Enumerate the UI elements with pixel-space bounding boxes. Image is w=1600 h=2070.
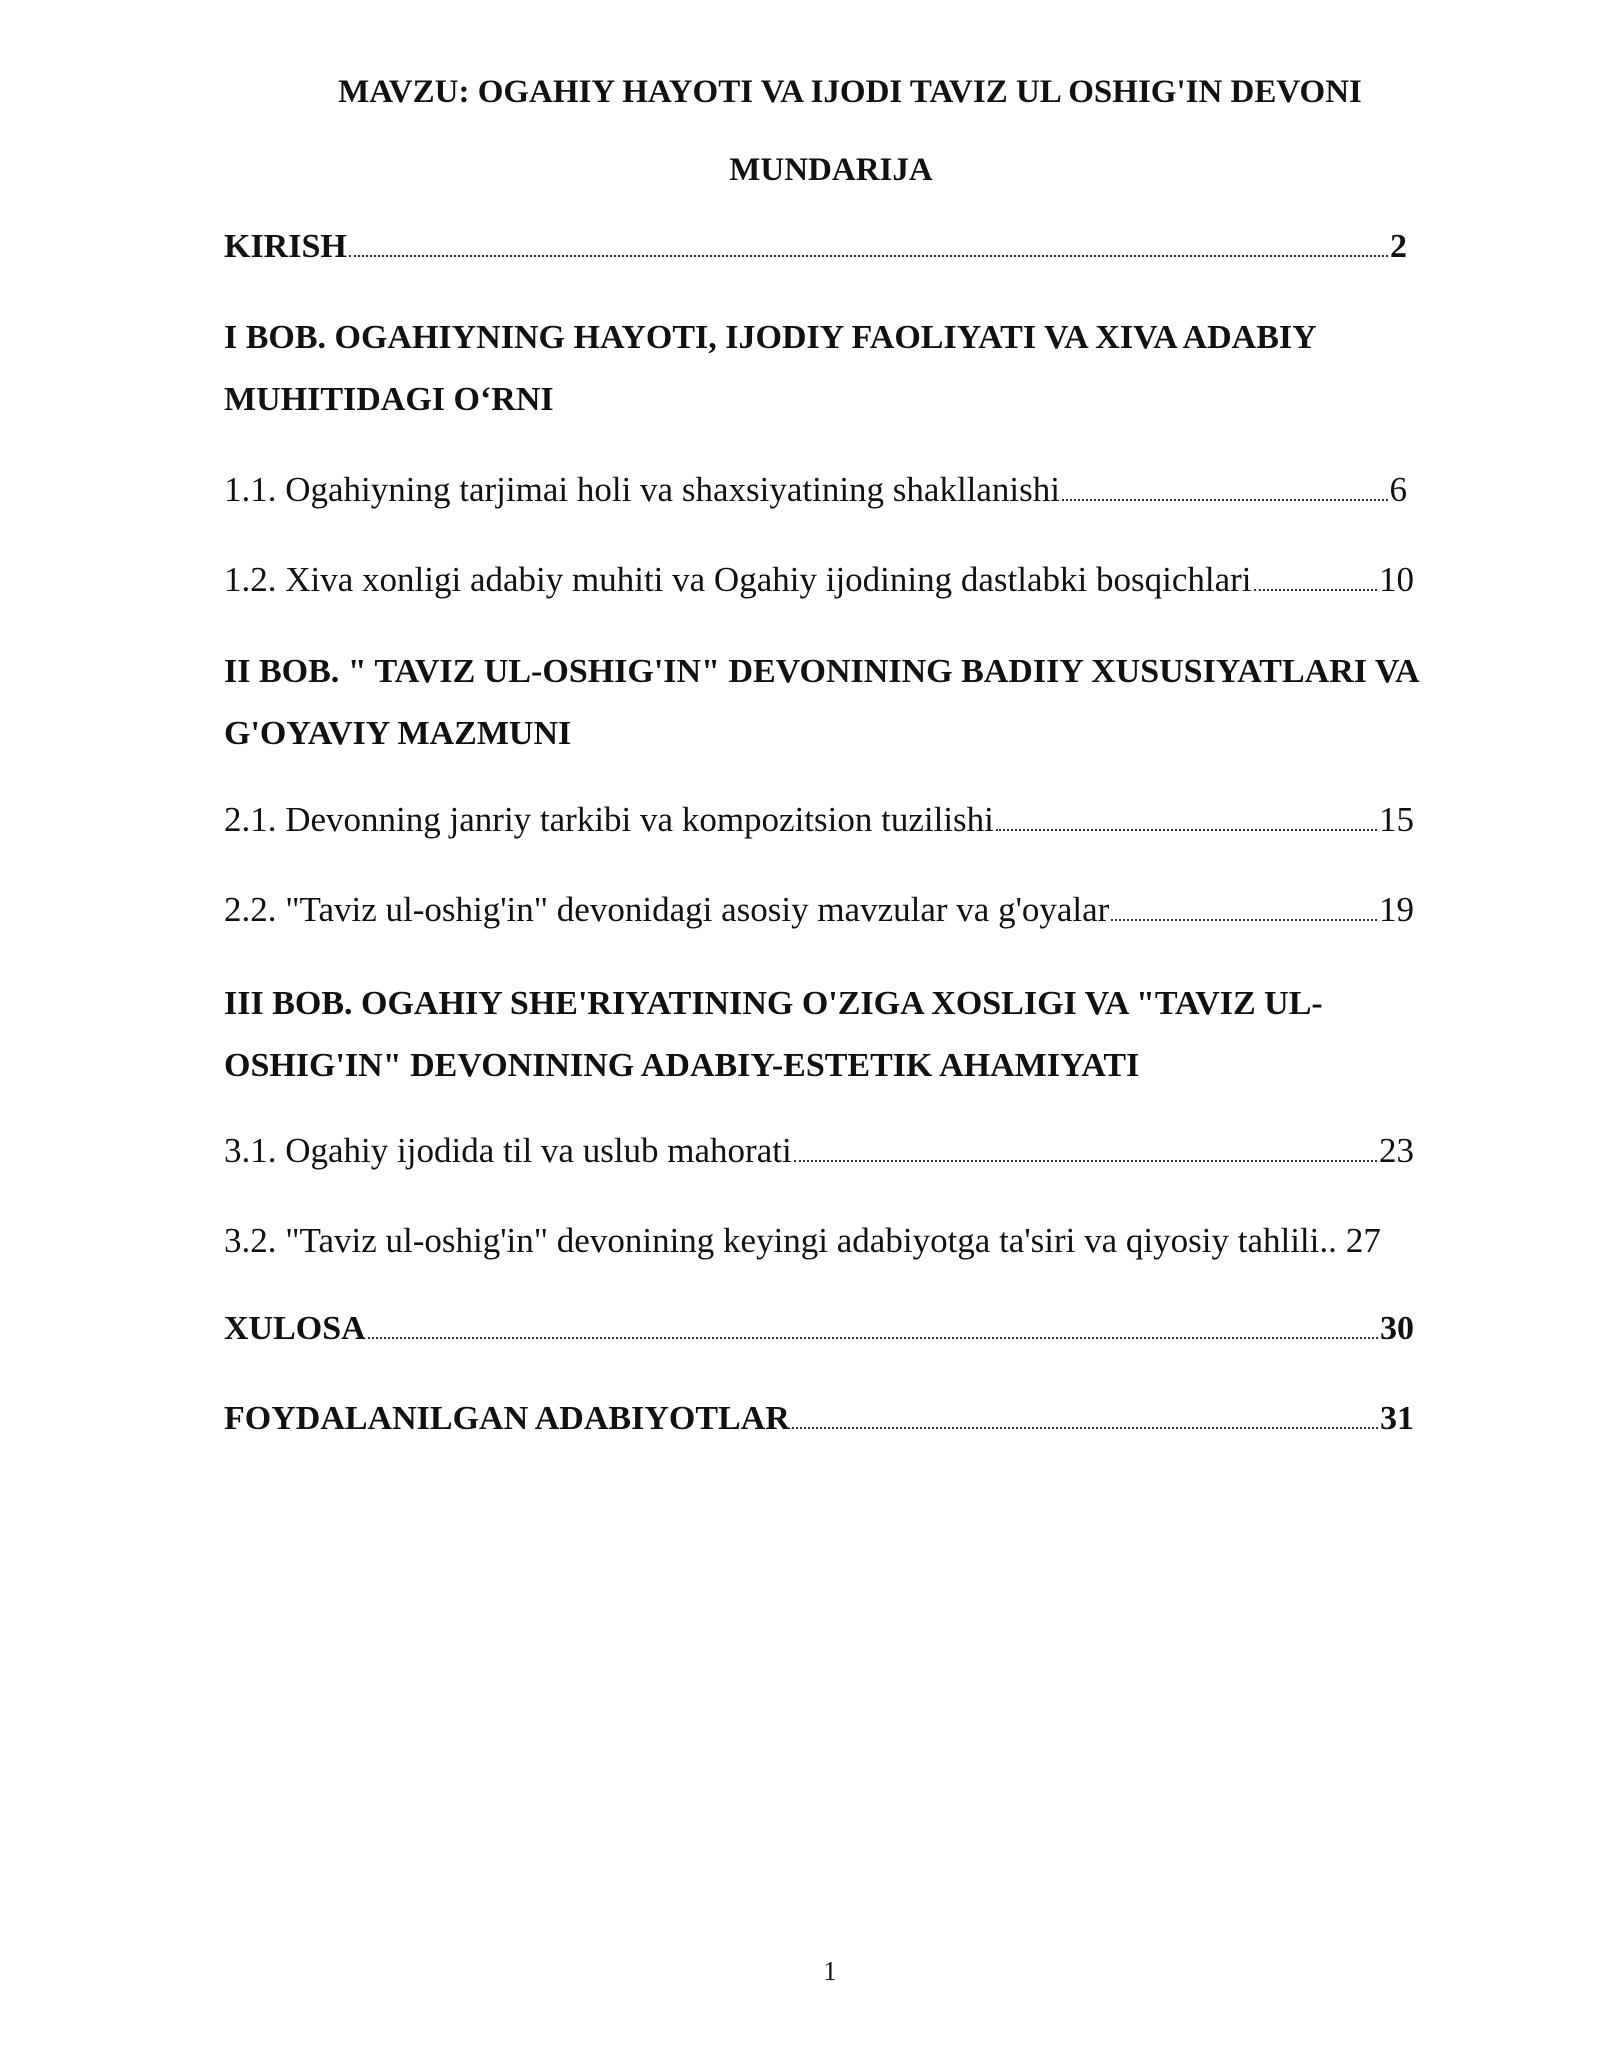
toc-entry-intro[interactable]	[224, 228, 1407, 266]
contents-heading: MUNDARIJA	[729, 152, 933, 188]
dot-leader	[996, 828, 1377, 831]
toc-entry-label: 2.2. "Taviz ul-oshig'in" devonidagi asosiy mavzular va g'oyalar	[224, 890, 1110, 929]
toc-entry-label: 3.2. "Taviz ul-oshig'in" devonining keyingi adabiyotga ta'siri va qiyosiy tahlili..	[224, 1221, 1337, 1260]
dot-leader	[368, 1336, 1378, 1339]
toc-entry-3-1[interactable]	[224, 1131, 1414, 1171]
toc-entry-label: 1.2. Xiva xonligi adabiy muhiti va Ogahiy ijodining dastlabki bosqichlari	[224, 560, 1252, 599]
toc-page-number: 27	[1345, 1221, 1381, 1260]
toc-chapter-2[interactable]: II BOB. " TAVIZ UL-OSHIG'IN" DEVONINING BADIIY XUSUSIYATLARI VA G'OYAVIY MAZMUNI	[224, 653, 1418, 752]
toc-entry-label: 1.1. Ogahiyning tarjimai holi va shaxsiyatining shakllanishi	[224, 470, 1061, 509]
toc-page-number: 23	[1379, 1131, 1414, 1170]
toc-entry-label: FOYDALANILGAN ADABIYOTLAR	[224, 1400, 790, 1437]
toc-chapter-1[interactable]: I BOB. OGAHIYNING HAYOTI, IJODIY FAOLIYATI VA XIVA ADABIY MUHITIDAGI O‘RNI	[224, 319, 1316, 418]
dot-leader	[1254, 588, 1378, 591]
toc-entry-label: XULOSA	[224, 1310, 366, 1347]
dot-leader	[1111, 918, 1377, 921]
toc-entry-conclusion[interactable]	[224, 1310, 1414, 1348]
dot-leader	[349, 254, 1388, 257]
toc-entry-label: KIRISH	[224, 228, 347, 265]
dot-leader	[792, 1426, 1378, 1429]
toc-page-number: 19	[1379, 890, 1414, 929]
toc-page-number: 30	[1380, 1310, 1414, 1347]
toc-entry-2-1[interactable]	[224, 800, 1414, 840]
page-number: 1	[823, 1956, 837, 1986]
toc-page-number: 31	[1380, 1400, 1414, 1437]
toc-page-number: 6	[1389, 470, 1407, 509]
toc-entry-label: 2.1. Devonning janriy tarkibi va kompozitsion tuzilishi	[224, 800, 994, 839]
toc-entry-1-1[interactable]	[224, 470, 1407, 510]
topic-title: MAVZU: OGAHIY HAYOTI VA IJODI TAVIZ UL OSHIG'IN DEVONI	[338, 74, 1362, 110]
toc-page-number: 2	[1390, 228, 1407, 265]
toc-entry-1-2[interactable]	[224, 560, 1414, 600]
toc-entry-2-2[interactable]	[224, 890, 1414, 930]
toc-page-number: 10	[1379, 560, 1414, 599]
toc-entry-references[interactable]	[224, 1400, 1414, 1438]
toc-chapter-3[interactable]: III BOB. OGAHIY SHE'RIYATINING O'ZIGA XOSLIGI VA "TAVIZ UL-OSHIG'IN" DEVONINING ADABIY-ESTETIK AHAMIYATI	[224, 985, 1323, 1084]
dot-leader	[1062, 498, 1387, 501]
toc-page-number: 15	[1379, 800, 1414, 839]
toc-entry-3-2[interactable]	[224, 1221, 1381, 1261]
dot-leader	[794, 1159, 1377, 1162]
toc-entry-label: 3.1. Ogahiy ijodida til va uslub mahorati	[224, 1131, 792, 1170]
